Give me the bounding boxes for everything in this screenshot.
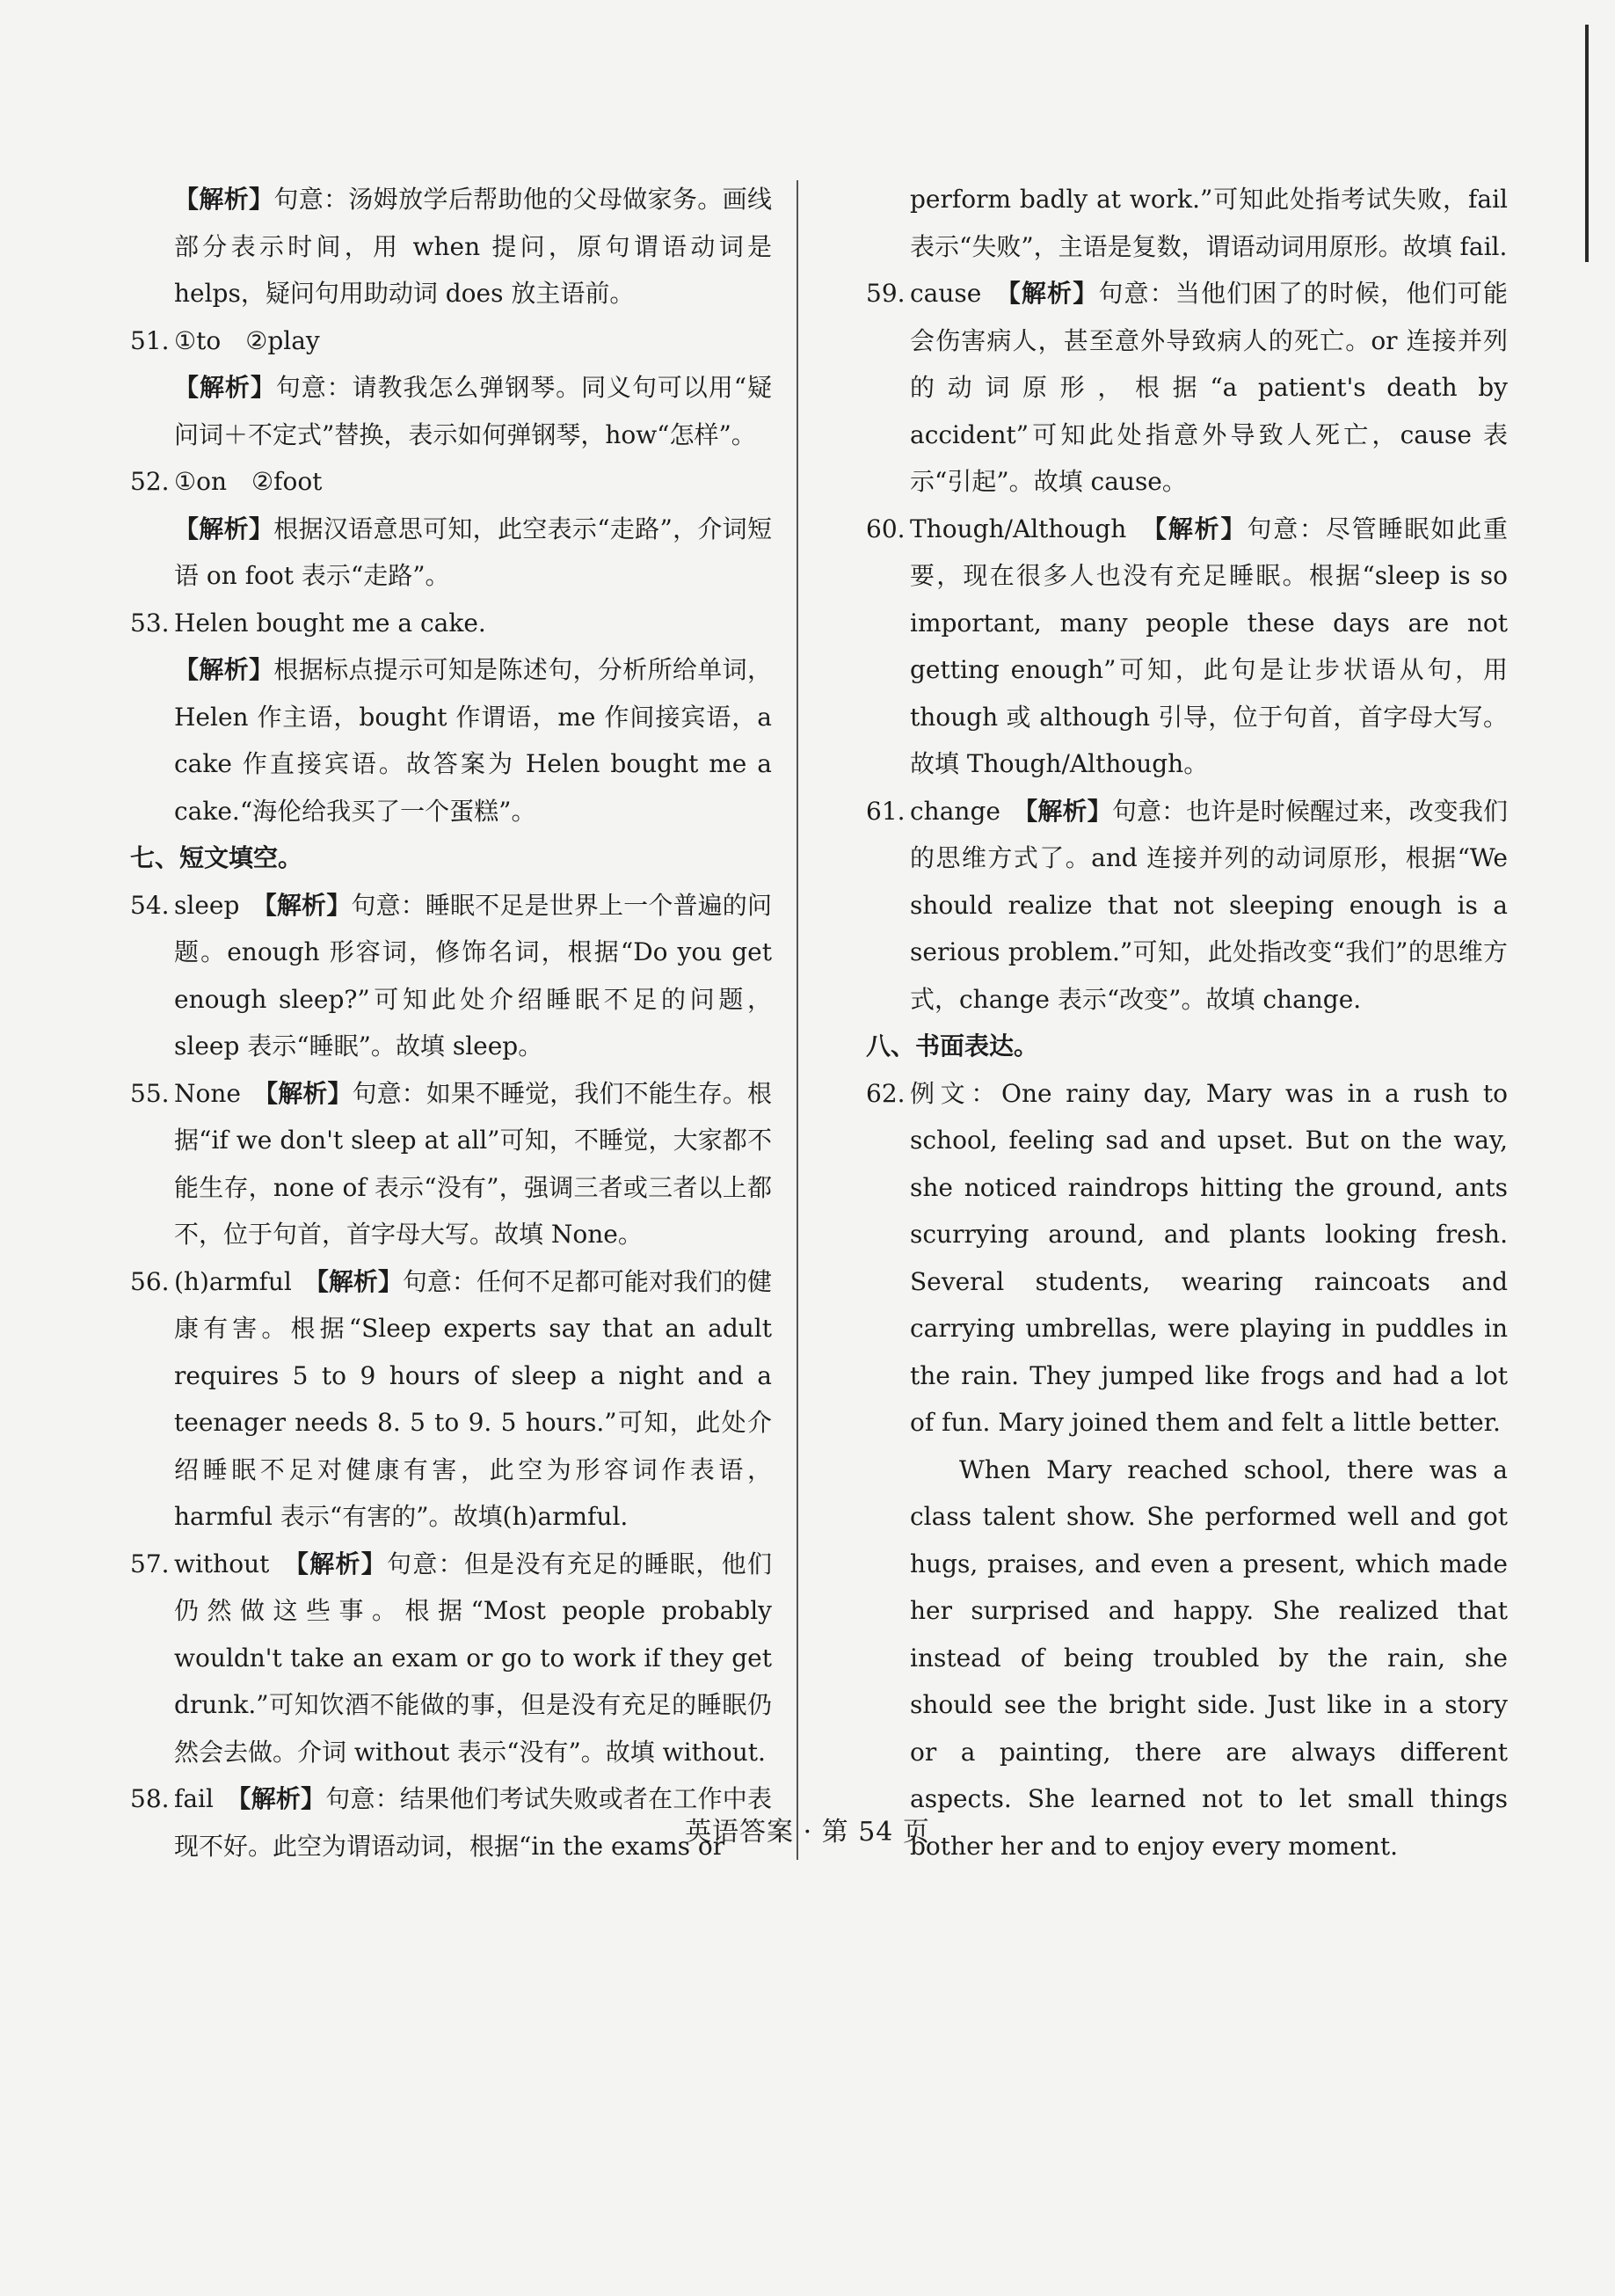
analysis-text: 句意：汤姆放学后帮助他的父母做家务。画线部分表示时间，用 when 提问，原句谓语动词是 helps，疑问句用助动词 does 放主语前。 bbox=[174, 185, 772, 308]
analysis-text: 句意：也许是时候醒过来，改变我们的思维方式了。and 连接并列的动词原形，根据“We should realize that not sleeping enough is a serious problem.”可知，此处指改变“我们”的思维方式，change 表示“改变”。故填 change. bbox=[910, 796, 1508, 1014]
q53-analysis bbox=[130, 646, 772, 835]
answer-54 bbox=[130, 882, 772, 1070]
q51-analysis bbox=[130, 364, 772, 458]
scan-edge-line bbox=[1585, 25, 1589, 262]
answer-text: ①to ②play bbox=[174, 325, 320, 355]
analysis-text: 句意：当他们困了的时候，他们可能会伤害病人，甚至意外导致病人的死亡。or 连接并列的动词原形，根据“a patient's death by accident”可知此处指意外导致人死亡，cause 表示“引起”。故填 cause。 bbox=[910, 279, 1508, 496]
analysis-text: 句意：请教我怎么弹钢琴。同义句可以用“疑问词＋不定式”替换，表示如何弹钢琴，how“怎样”。 bbox=[174, 373, 772, 449]
analysis-tag: 【解析】 bbox=[174, 655, 274, 684]
page-footer: 英语答案 · 第 54 页 bbox=[685, 1817, 930, 1848]
question-number: 51. bbox=[130, 325, 170, 355]
analysis-tag: 【解析】 bbox=[174, 373, 276, 402]
answer-text: (h)armful bbox=[174, 1266, 292, 1296]
answer-text: sleep bbox=[174, 890, 240, 920]
analysis-text: 句意：结果他们考试失败或者在工作中表现不好。此空为谓语动词，根据“in the exams or bbox=[174, 1784, 772, 1861]
left-column bbox=[130, 176, 772, 1870]
analysis-tag: 【解析】 bbox=[174, 185, 274, 214]
sample-essay-label: 例文： bbox=[910, 1078, 1002, 1108]
answer-55 bbox=[130, 1070, 772, 1258]
answer-text: fail bbox=[174, 1784, 214, 1813]
analysis-tag: 【解析】 bbox=[1025, 796, 1112, 826]
answer-60 bbox=[866, 506, 1508, 788]
answer-61 bbox=[866, 788, 1508, 1024]
answer-text: Though/Although bbox=[910, 514, 1127, 543]
analysis-tag: 【解析】 bbox=[266, 1078, 353, 1108]
section-8-heading: 八、书面表达。 bbox=[866, 1031, 1039, 1061]
question-number: 62. bbox=[866, 1078, 906, 1108]
question-number: 52. bbox=[130, 467, 170, 496]
section-7-heading: 七、短文填空。 bbox=[130, 843, 303, 872]
answer-text: None bbox=[174, 1078, 241, 1108]
analysis-text: 根据标点提示可知是陈述句，分析所给单词，Helen 作主语，bought 作谓语，me 作间接宾语，a cake 作直接宾语。故答案为 Helen bought me a cake.“海伦给我买了一个蛋糕”。 bbox=[174, 655, 772, 826]
analysis-text: 根据汉语意思可知，此空表示“走路”，介词短语 on foot 表示“走路”。 bbox=[174, 514, 772, 590]
answer-62 bbox=[866, 1070, 1508, 1447]
q58-continued: perform badly at work.”可知此处指考试失败，fail 表示“失败”，主语是复数，谓语动词用原形。故填 fail. bbox=[910, 185, 1508, 261]
question-number: 54. bbox=[130, 890, 170, 920]
answer-59 bbox=[866, 270, 1508, 506]
analysis-tag: 【解析】 bbox=[1154, 514, 1248, 543]
column-divider bbox=[797, 180, 798, 1860]
right-column bbox=[866, 176, 1508, 1870]
analysis-text: 句意：尽管睡眠如此重要，现在很多人也没有充足睡眠。根据“sleep is so important, many people these days are not getting enough”可知，此句是让步状语从句，用 though 或 although 引导，位于句首，首字母大写。故填 Though/Although。 bbox=[910, 514, 1508, 778]
question-number: 57. bbox=[130, 1549, 170, 1578]
answer-text: without bbox=[174, 1549, 270, 1578]
answer-56 bbox=[130, 1258, 772, 1541]
analysis-tag: 【解析】 bbox=[316, 1266, 403, 1296]
answer-52 bbox=[130, 458, 772, 506]
answer-text: Helen bought me a cake. bbox=[174, 608, 486, 638]
answer-text: change bbox=[910, 796, 1000, 826]
question-number: 56. bbox=[130, 1266, 170, 1296]
essay-paragraph-2: When Mary reached school, there was a class talent show. She performed well and got hugs, praises, and even a present, which made her surprised and happy. She realized that instead of being troubled by the rain, she should see the bright side. Just like in a story or a painting, there are always different aspects. She learned not to let small things bother her and to enjoy every moment. bbox=[910, 1454, 1508, 1861]
answer-53 bbox=[130, 600, 772, 647]
answer-text: cause bbox=[910, 279, 982, 308]
essay-paragraph-1: One rainy day, Mary was in a rush to school, feeling sad and upset. But on the way, she noticed raindrops hitting the ground, ants scurrying around, and plants looking fresh. Several students, wearing raincoats and carrying umbrellas, were playing in puddles in the rain. They jumped like frogs and had a lot of fun. Mary joined them and felt a little better. bbox=[910, 1078, 1508, 1437]
analysis-tag: 【解析】 bbox=[1008, 279, 1099, 308]
q52-analysis bbox=[130, 506, 772, 600]
question-number: 61. bbox=[866, 796, 906, 826]
analysis-tag: 【解析】 bbox=[174, 514, 274, 543]
answer-text: ①on ②foot bbox=[174, 467, 323, 496]
analysis-text: 句意：但是没有充足的睡眠，他们仍然做这些事。根据“Most people probably wouldn't take an exam or go to work if they get drunk.”可知饮酒不能做的事，但是没有充足的睡眠仍然会去做。介词 without 表示“没有”。故填 without. bbox=[174, 1549, 772, 1767]
question-number: 58. bbox=[130, 1784, 170, 1813]
answer-57 bbox=[130, 1541, 772, 1776]
analysis-tag: 【解析】 bbox=[295, 1549, 388, 1578]
analysis-text: 句意：如果不睡觉，我们不能生存。根据“if we don't sleep at all”可知，不睡觉，大家都不能生存，none of 表示“没有”，强调三者或三者以上都不，位于句首，首字母大写。故填 None。 bbox=[174, 1078, 772, 1249]
analysis-text: 句意：任何不足都可能对我们的健康有害。根据“Sleep experts say that an adult requires 5 to 9 hours of sleep a night and a teenager needs 8. 5 to 9. 5 hours.”可知，此处介绍睡眠不足对健康有害，此空为形容词作表语，harmful 表示“有害的”。故填(h)armful. bbox=[174, 1266, 772, 1531]
answer-51 bbox=[130, 317, 772, 365]
analysis-tag: 【解析】 bbox=[264, 890, 352, 920]
question-number: 60. bbox=[866, 514, 906, 543]
analysis-text: 句意：睡眠不足是世界上一个普遍的问题。enough 形容词，修饰名词，根据“Do you get enough sleep?”可知此处介绍睡眠不足的问题，sleep 表示“睡眠”。故填 sleep。 bbox=[174, 890, 772, 1061]
question-number: 53. bbox=[130, 608, 170, 638]
q50-analysis bbox=[130, 176, 772, 317]
question-number: 59. bbox=[866, 279, 906, 308]
analysis-tag: 【解析】 bbox=[238, 1784, 326, 1813]
question-number: 55. bbox=[130, 1078, 170, 1108]
